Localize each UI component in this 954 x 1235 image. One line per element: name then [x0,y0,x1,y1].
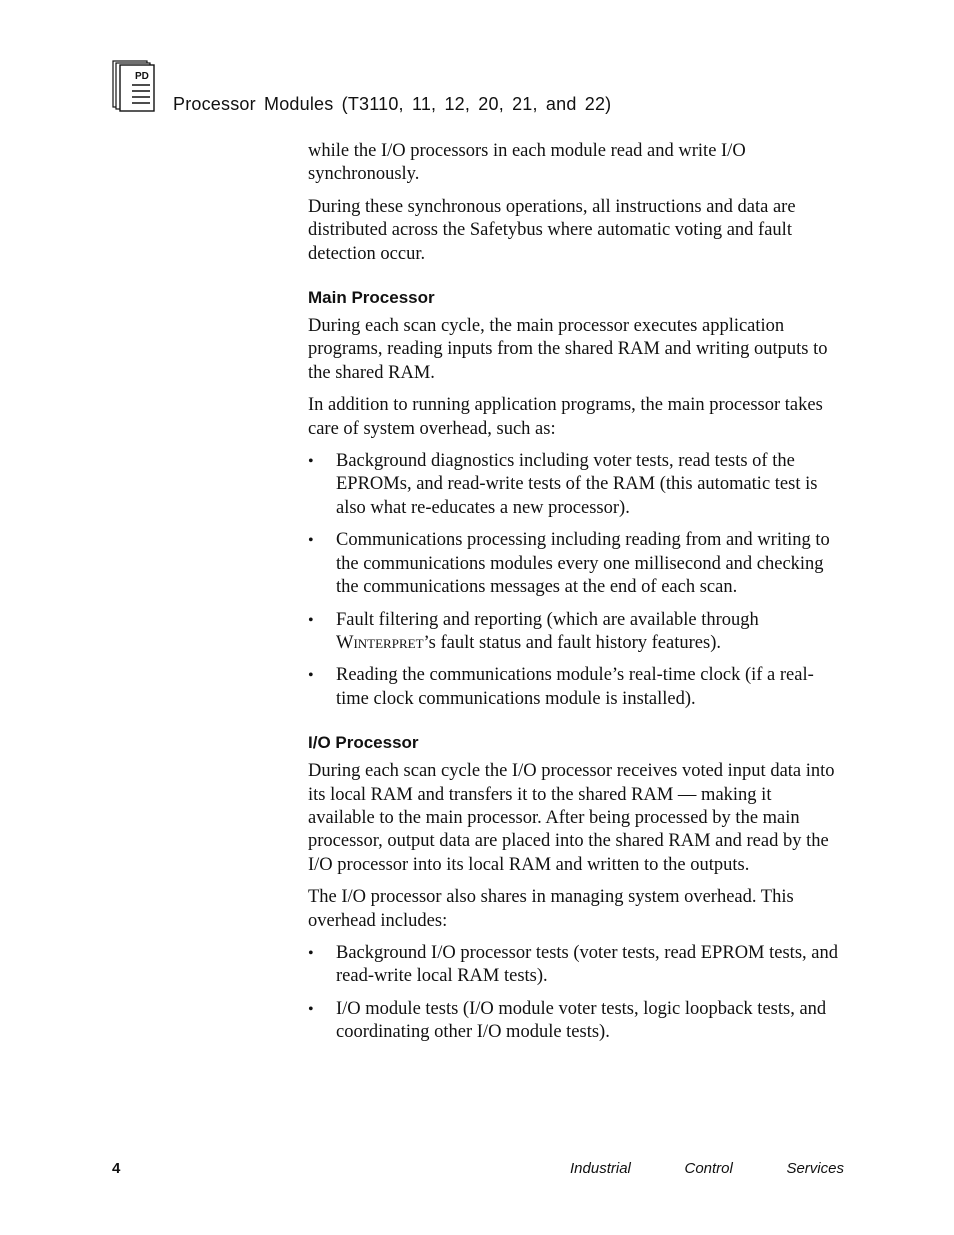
footer-company-name [570,1160,844,1177]
logo-text: PD [135,71,149,82]
intro-paragraph-1: while the I/O processors in each module read and write I/O synchronously. [308,141,746,185]
list-item-text: Background I/O processor tests (voter tests, read EPROM tests, and read-write local RAM tests). [336,942,838,987]
list-item [308,529,842,599]
list-item [308,664,842,711]
bullet-icon: • [308,611,314,629]
main-processor-paragraph-1: During each scan cycle, the main processor executes application programs, reading inputs from the shared RAM and writing outputs to the shared RAM. [308,316,828,383]
footer-word: Control [684,1160,733,1177]
bullet-icon: • [308,453,314,471]
footer-word: Services [786,1160,844,1177]
list-item [308,942,842,989]
list-item-text-tail: ’s fault status and fault history features). [423,632,721,653]
list-item-text: Fault filtering and reporting (which are available through [336,609,759,630]
io-processor-paragraph-1: During each scan cycle the I/O processor receives voted input data into its local RAM and transfers it to the shared RAM — making it available to the main processor. After being processed by the main processor, output data are placed into the shared RAM and read by the I/O processor into its local RAM and written to the outputs. [308,761,835,875]
main-processor-overhead-list [308,450,842,711]
io-processor-paragraph-2: The I/O processor also shares in managing system overhead. This overhead includes: [308,887,794,931]
io-processor-overhead-list [308,942,842,1045]
list-item [308,998,842,1045]
list-item-text: Communications processing including reading from and writing to the communications modules every one millisecond and checking the communications messages at the end of each scan. [336,530,830,598]
list-item-text: Reading the communications module’s real-time clock (if a real-time clock communications module is installed). [336,665,814,709]
page-body [308,140,842,1054]
bullet-icon: • [308,944,314,962]
bullet-icon: • [308,1000,314,1018]
page-number: 4 [112,1160,121,1177]
io-processor-heading: I/O Processor [308,733,419,753]
product-name: Winterpret [336,632,424,653]
main-processor-paragraph-2: In addition to running application programs, the main processor takes care of system overhead, such as: [308,395,823,439]
bullet-icon: • [308,532,314,550]
list-item-text: Background diagnostics including voter tests, read tests of the EPROMs, and read-write tests of the RAM (this automatic test is also what re-educates a new processor). [336,451,818,518]
running-header-title: Processor Modules (T3110, 11, 12, 20, 21, and 22) [173,94,612,114]
footer-word: Industrial [570,1160,631,1177]
list-item [308,609,842,656]
bullet-icon: • [308,667,314,685]
intro-paragraph-2: During these synchronous operations, all instructions and data are distributed across the Safetybus where automatic voting and fault detection occur. [308,196,796,264]
list-item [308,450,842,520]
main-processor-heading: Main Processor [308,288,435,308]
list-item-text: I/O module tests (I/O module voter tests, logic loopback tests, and coordinating other I/O module tests). [336,998,827,1043]
pd-document-logo-icon [112,60,156,112]
